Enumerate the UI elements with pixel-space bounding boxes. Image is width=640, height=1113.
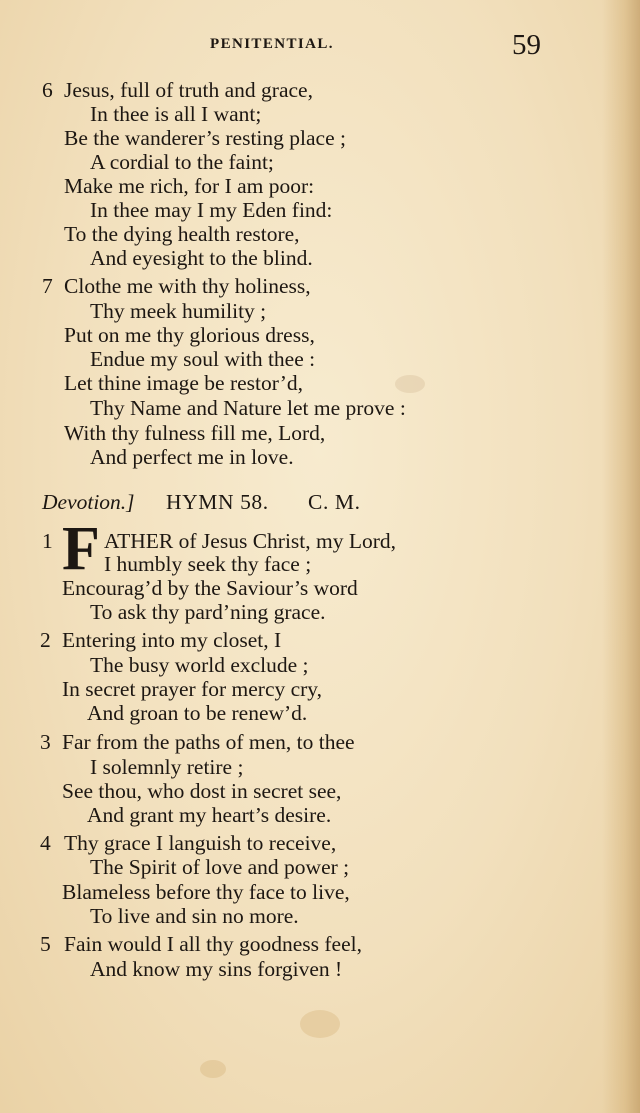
running-head: PENITENTIAL. <box>210 36 334 52</box>
hymn-heading <box>42 490 361 514</box>
verse-line: And eyesight to the blind. <box>90 246 313 270</box>
verse-number: 3 <box>40 730 51 754</box>
paper-stain <box>300 1010 340 1038</box>
verse-line: Thy Name and Nature let me prove : <box>90 396 406 420</box>
verse-line: In thee may I my Eden find: <box>90 198 333 222</box>
verse-line: Clothe me with thy holiness, <box>64 274 311 298</box>
verse-line: Make me rich, for I am poor: <box>64 174 315 198</box>
paper-stain <box>200 1060 226 1078</box>
page-number: 59 <box>512 29 541 61</box>
verse-line: The busy world exclude ; <box>90 653 309 677</box>
verse-line: Thy grace I languish to receive, <box>64 831 337 855</box>
verse-line: Be the wanderer’s resting place ; <box>64 126 346 150</box>
verse-line: And groan to be renew’d. <box>87 701 308 725</box>
verse-line: Put on me thy glorious dress, <box>64 323 315 347</box>
verse-number: 4 <box>40 831 51 855</box>
verse-line: See thou, who dost in secret see, <box>62 779 342 803</box>
verse-line: Entering into my closet, I <box>62 628 282 652</box>
verse-number: 5 <box>40 932 51 956</box>
verse-number: 6 <box>42 78 53 102</box>
verse-line: Let thine image be restor’d, <box>64 371 303 395</box>
paper-stain <box>395 375 425 393</box>
verse-line: With thy fulness fill me, Lord, <box>64 421 326 445</box>
verse-number: 2 <box>40 628 51 652</box>
verse-line: I solemnly retire ; <box>90 755 244 779</box>
verse-number: 1 <box>42 529 53 553</box>
verse-line: And grant my heart’s desire. <box>87 803 332 827</box>
verse-line: Blameless before thy face to live, <box>62 880 350 904</box>
verse-line: Jesus, full of truth and grace, <box>64 78 313 102</box>
verse-line: I humbly seek thy face ; <box>104 552 312 576</box>
verse-line: A cordial to the faint; <box>90 150 274 174</box>
verse-line: Far from the paths of men, to thee <box>62 730 355 754</box>
verse-line: To live and sin no more. <box>90 904 299 928</box>
verse-line: Thy meek humility ; <box>90 299 267 323</box>
hymn-topic: Devotion.] <box>42 490 135 514</box>
verse-line: And perfect me in love. <box>90 445 294 469</box>
verse-line: To the dying health restore, <box>64 222 300 246</box>
verse-line: The Spirit of love and power ; <box>90 855 350 879</box>
verse-line: In secret prayer for mercy cry, <box>62 677 323 701</box>
page-edge-shadow <box>602 0 640 1113</box>
verse-line: ATHER of Jesus Christ, my Lord, <box>104 529 397 553</box>
verse-line: Endue my soul with thee : <box>90 347 316 371</box>
hymn-title: HYMN 58. <box>166 490 269 514</box>
verse-line: In thee is all I want; <box>90 102 262 126</box>
verse-number: 7 <box>42 274 53 298</box>
drop-cap: F <box>62 515 100 583</box>
verse-line: Encourag’d by the Saviour’s word <box>62 576 358 600</box>
verse-line: And know my sins forgiven ! <box>90 957 343 981</box>
hymn-meter: C. M. <box>308 490 361 514</box>
verse-line: To ask thy pard’ning grace. <box>90 600 326 624</box>
verse-line: Fain would I all thy goodness feel, <box>64 932 362 956</box>
